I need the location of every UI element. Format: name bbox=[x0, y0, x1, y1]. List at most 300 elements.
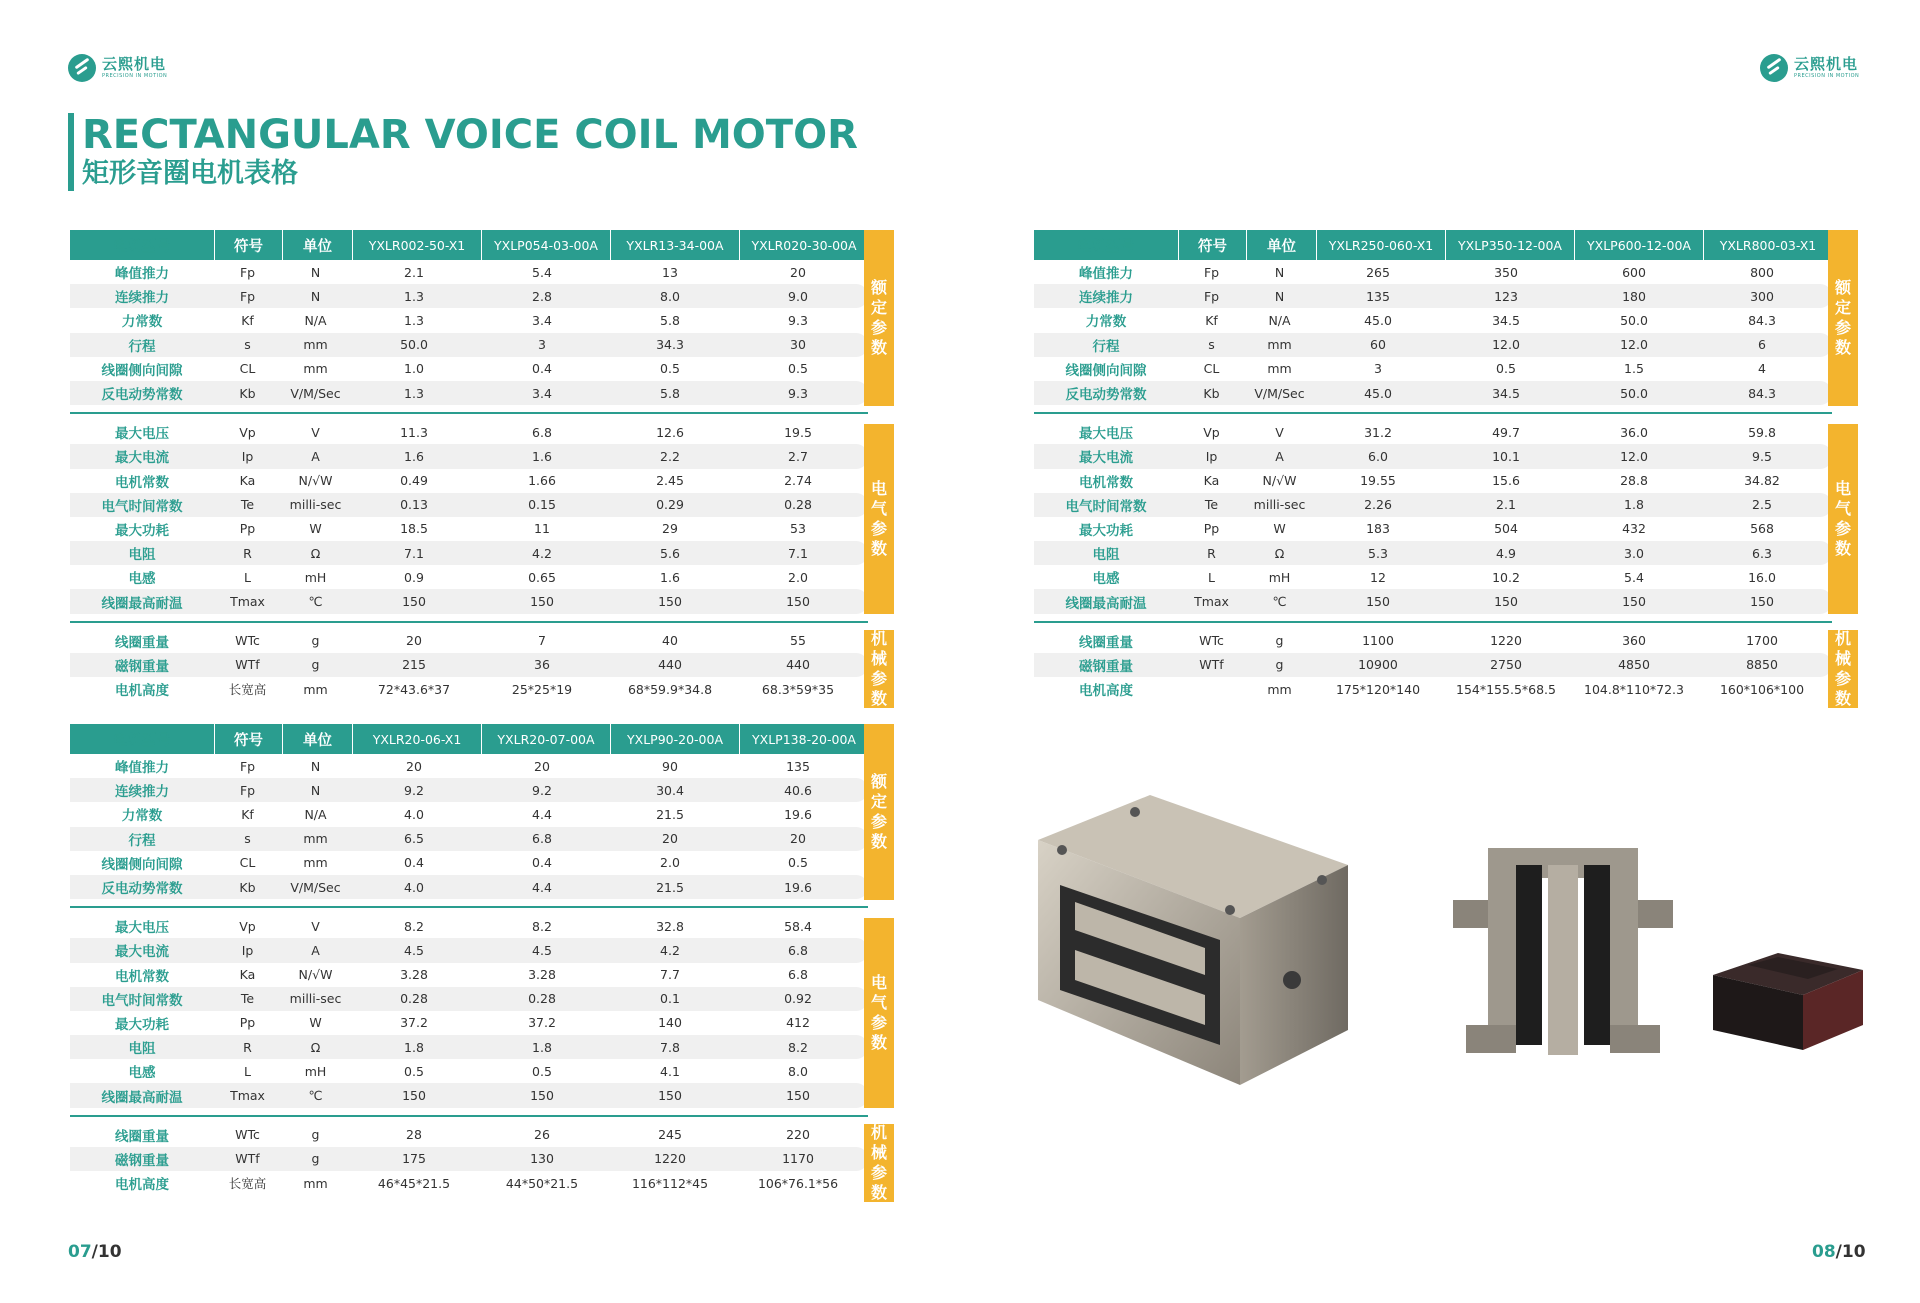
table-row bbox=[1034, 653, 1832, 677]
param-symbol: Fp bbox=[239, 264, 256, 280]
param-symbol: WTc bbox=[235, 1127, 260, 1143]
param-symbol: Ip bbox=[1205, 448, 1218, 464]
param-symbol: 长宽高 bbox=[228, 682, 267, 698]
param-value: 2.0 bbox=[788, 569, 808, 585]
param-value: 175*120*140 bbox=[1335, 681, 1421, 697]
param-unit: N bbox=[310, 758, 321, 774]
param-value: 36.0 bbox=[1620, 424, 1648, 440]
badge-mechanical-parameters bbox=[864, 1124, 894, 1202]
param-value: 2.5 bbox=[1752, 497, 1772, 513]
param-value: 2.45 bbox=[656, 473, 684, 489]
badge-mechanical-parameters bbox=[864, 630, 894, 708]
param-name: 行程 bbox=[128, 338, 156, 355]
param-unit: g bbox=[311, 1151, 320, 1167]
param-unit: N bbox=[310, 782, 321, 798]
param-value: 44*50*21.5 bbox=[505, 1175, 579, 1191]
param-symbol: Tmax bbox=[1194, 594, 1229, 610]
param-value: 440 bbox=[658, 657, 682, 673]
param-value: 12.0 bbox=[1620, 337, 1648, 353]
param-value: 1700 bbox=[1746, 633, 1778, 649]
table-header-row bbox=[1034, 230, 1832, 260]
param-value: 3 bbox=[1374, 361, 1382, 377]
badge-electrical-parameters bbox=[1828, 424, 1858, 614]
voice-coil-motor-assembly-photo bbox=[1030, 790, 1360, 1090]
param-value: 150 bbox=[786, 1088, 810, 1104]
table-header-row bbox=[70, 724, 868, 754]
param-symbol: s bbox=[244, 831, 251, 847]
header-unit: 单位 bbox=[282, 724, 352, 754]
param-value: 0.4 bbox=[404, 855, 424, 871]
param-unit: V/M/Sec bbox=[290, 385, 341, 401]
param-unit: g bbox=[311, 633, 320, 649]
table-row bbox=[1034, 517, 1832, 541]
param-value: 8.2 bbox=[788, 1039, 808, 1055]
param-value: 2.8 bbox=[532, 288, 552, 304]
table-row bbox=[1034, 469, 1832, 493]
param-value: 19.6 bbox=[784, 879, 812, 895]
param-symbol: Pp bbox=[1203, 521, 1220, 537]
param-unit: Ω bbox=[1274, 545, 1285, 561]
param-unit: mH bbox=[304, 1063, 327, 1079]
param-symbol: Fp bbox=[239, 288, 256, 304]
param-value: 34.5 bbox=[1492, 312, 1520, 328]
table-row bbox=[70, 541, 868, 565]
param-unit: N/A bbox=[304, 312, 327, 328]
badge-text: 电 气 参 数 bbox=[870, 479, 887, 558]
param-value: 30 bbox=[790, 337, 806, 353]
param-name: 峰值推力 bbox=[1079, 266, 1133, 283]
param-value: 12 bbox=[1370, 569, 1386, 585]
param-value: 3.4 bbox=[532, 312, 552, 328]
param-unit: mm bbox=[303, 855, 328, 871]
table-row bbox=[70, 517, 868, 541]
param-symbol: Tmax bbox=[230, 594, 265, 610]
table-header-row bbox=[70, 230, 868, 260]
table-row bbox=[70, 629, 868, 653]
param-value: 6.8 bbox=[788, 967, 808, 983]
param-unit: N bbox=[310, 264, 321, 280]
table-row bbox=[70, 420, 868, 444]
title-english: RECTANGULAR VOICE COIL MOTOR bbox=[82, 112, 858, 158]
table-row bbox=[1034, 565, 1832, 589]
param-value: 6 bbox=[1758, 337, 1766, 353]
param-value: 7.1 bbox=[788, 545, 808, 561]
param-value: 0.4 bbox=[532, 855, 552, 871]
param-value: 26 bbox=[534, 1127, 550, 1143]
voice-coil-magnet-photo bbox=[1448, 840, 1678, 1065]
param-value: 7 bbox=[538, 633, 546, 649]
brand-logo-right bbox=[1760, 54, 1859, 82]
param-name: 连续推力 bbox=[115, 784, 169, 801]
table-row bbox=[70, 802, 868, 826]
param-name: 电感 bbox=[128, 571, 156, 588]
param-name: 磁钢重量 bbox=[115, 1152, 169, 1169]
param-value: 34.82 bbox=[1744, 473, 1780, 489]
param-unit: g bbox=[1275, 633, 1284, 649]
param-symbol: Vp bbox=[239, 424, 256, 440]
param-value: 4.4 bbox=[532, 806, 552, 822]
table-row bbox=[70, 754, 868, 778]
param-value: 0.29 bbox=[656, 497, 684, 513]
header-model: 电机型号 bbox=[1077, 238, 1135, 255]
param-value: 6.5 bbox=[404, 831, 424, 847]
param-value: 20 bbox=[790, 264, 806, 280]
param-unit: ℃ bbox=[308, 1088, 323, 1104]
section-divider bbox=[70, 1115, 868, 1117]
brand-tagline: PRECISION IN MOTION bbox=[102, 73, 168, 79]
param-value: 12.0 bbox=[1492, 337, 1520, 353]
param-value: 19.5 bbox=[784, 424, 812, 440]
param-name: 最大电压 bbox=[1079, 426, 1133, 443]
param-value: 116*112*45 bbox=[631, 1175, 709, 1191]
table-row bbox=[1034, 444, 1832, 468]
param-value: 40.6 bbox=[784, 782, 812, 798]
table-row bbox=[70, 284, 868, 308]
param-symbol: Ip bbox=[241, 942, 254, 958]
param-unit: N bbox=[1274, 288, 1285, 304]
table-row bbox=[70, 914, 868, 938]
param-value: 20 bbox=[790, 831, 806, 847]
brand-logo-icon bbox=[68, 54, 96, 82]
param-value: 10.1 bbox=[1492, 448, 1520, 464]
param-symbol: Fp bbox=[239, 782, 256, 798]
param-name: 电气时间常数 bbox=[1065, 498, 1147, 515]
param-name: 电气时间常数 bbox=[101, 992, 183, 1009]
param-name: 峰值推力 bbox=[115, 266, 169, 283]
param-name: 线圈侧向间隙 bbox=[101, 362, 183, 379]
page-current: 08 bbox=[1812, 1242, 1836, 1262]
param-value: 5.8 bbox=[660, 385, 680, 401]
param-name: 线圈重量 bbox=[115, 1128, 169, 1145]
param-name: 行程 bbox=[1092, 338, 1120, 355]
param-unit: mm bbox=[303, 337, 328, 353]
param-symbol: 长宽高 bbox=[228, 1176, 267, 1192]
param-unit: milli-sec bbox=[1253, 497, 1306, 513]
param-value: 1.5 bbox=[1624, 361, 1644, 377]
param-value: 68.3*59*35 bbox=[761, 681, 835, 697]
param-value: 9.0 bbox=[788, 288, 808, 304]
param-value: 220 bbox=[786, 1127, 810, 1143]
param-value: 4 bbox=[1758, 361, 1766, 377]
param-unit: milli-sec bbox=[289, 497, 342, 513]
param-name: 行程 bbox=[128, 832, 156, 849]
header-model-number: YXLR20-07-00A bbox=[481, 724, 610, 754]
param-value: 37.2 bbox=[400, 1015, 428, 1031]
param-value: 30.4 bbox=[656, 782, 684, 798]
page-current: 07 bbox=[68, 1242, 92, 1262]
param-value: 11 bbox=[534, 521, 550, 537]
table-row bbox=[70, 308, 868, 332]
param-value: 3.0 bbox=[1624, 545, 1644, 561]
param-name: 连续推力 bbox=[115, 290, 169, 307]
param-value: 20 bbox=[406, 633, 422, 649]
param-value: 1.66 bbox=[528, 473, 556, 489]
header-unit: 单位 bbox=[282, 230, 352, 260]
param-value: 135 bbox=[1366, 288, 1390, 304]
param-symbol: CL bbox=[1203, 361, 1220, 377]
brand-name-cn: 云熙机电 bbox=[102, 55, 167, 73]
badge-text: 机 械 参 数 bbox=[870, 1123, 887, 1202]
param-value: 4.2 bbox=[660, 942, 680, 958]
param-value: 140 bbox=[658, 1015, 682, 1031]
param-value: 5.4 bbox=[1624, 569, 1644, 585]
param-value: 0.13 bbox=[400, 497, 428, 513]
table-row bbox=[70, 260, 868, 284]
param-value: 20 bbox=[406, 758, 422, 774]
param-symbol: L bbox=[1208, 569, 1215, 585]
param-value: 84.3 bbox=[1748, 312, 1776, 328]
param-unit: ℃ bbox=[308, 594, 323, 610]
param-symbol: Vp bbox=[1203, 424, 1220, 440]
param-name: 力常数 bbox=[121, 808, 163, 825]
param-name: 反电动势常数 bbox=[101, 387, 183, 404]
param-value: 1100 bbox=[1362, 633, 1394, 649]
param-value: 0.92 bbox=[784, 991, 812, 1007]
param-name: 峰值推力 bbox=[115, 760, 169, 777]
param-unit: g bbox=[311, 1127, 320, 1143]
param-value: 8.2 bbox=[532, 918, 552, 934]
param-value: 11.3 bbox=[400, 424, 428, 440]
table-row bbox=[1034, 260, 1832, 284]
param-unit: W bbox=[309, 1015, 322, 1031]
param-symbol: WTf bbox=[1199, 657, 1224, 673]
page-total: /10 bbox=[1835, 1242, 1866, 1262]
param-value: 2.0 bbox=[660, 855, 680, 871]
section-divider bbox=[1034, 621, 1832, 623]
param-value: 0.5 bbox=[1496, 361, 1516, 377]
table-row bbox=[70, 827, 868, 851]
param-value: 150 bbox=[786, 594, 810, 610]
param-unit: mm bbox=[1267, 681, 1292, 697]
param-value: 0.5 bbox=[788, 855, 808, 871]
param-value: 9.2 bbox=[404, 782, 424, 798]
header-model-number: YXLP600-12-00A bbox=[1574, 230, 1703, 260]
param-name: 电感 bbox=[1092, 571, 1120, 588]
param-name: 电机常数 bbox=[115, 968, 169, 985]
param-value: 1.3 bbox=[404, 288, 424, 304]
param-value: 49.7 bbox=[1492, 424, 1520, 440]
param-value: 34.5 bbox=[1492, 385, 1520, 401]
param-value: 7.8 bbox=[660, 1039, 680, 1055]
param-unit: mm bbox=[303, 831, 328, 847]
param-value: 1.6 bbox=[404, 448, 424, 464]
table-row bbox=[70, 444, 868, 468]
param-value: 300 bbox=[1750, 288, 1774, 304]
param-symbol: Kb bbox=[1203, 385, 1220, 401]
param-value: 59.8 bbox=[1748, 424, 1776, 440]
param-value: 6.8 bbox=[532, 831, 552, 847]
param-value: 440 bbox=[786, 657, 810, 673]
param-value: 53 bbox=[790, 521, 806, 537]
param-value: 19.55 bbox=[1360, 473, 1396, 489]
param-value: 150 bbox=[402, 594, 426, 610]
param-value: 6.8 bbox=[532, 424, 552, 440]
param-value: 8.2 bbox=[404, 918, 424, 934]
param-symbol: Kf bbox=[241, 312, 254, 328]
param-name: 电阻 bbox=[1092, 547, 1120, 564]
header-model-number: YXLR800-03-X1 bbox=[1703, 230, 1832, 260]
page-title bbox=[68, 113, 858, 191]
param-value: 175 bbox=[402, 1151, 426, 1167]
badge-text: 机 械 参 数 bbox=[870, 629, 887, 708]
param-symbol: R bbox=[243, 545, 252, 561]
table-row bbox=[70, 653, 868, 677]
header-model: 电机型号 bbox=[113, 732, 171, 749]
param-name: 力常数 bbox=[1085, 314, 1127, 331]
param-value: 34.3 bbox=[656, 337, 684, 353]
param-symbol: Ka bbox=[239, 473, 256, 489]
table-row bbox=[70, 938, 868, 962]
spec-table-1 bbox=[70, 230, 868, 701]
param-value: 4.1 bbox=[660, 1063, 680, 1079]
param-value: 2.7 bbox=[788, 448, 808, 464]
param-value: 0.9 bbox=[404, 569, 424, 585]
page-number-right bbox=[1812, 1242, 1866, 1262]
header-symbol: 符号 bbox=[214, 724, 282, 754]
table-row bbox=[1034, 493, 1832, 517]
param-name: 最大电压 bbox=[115, 920, 169, 937]
param-value: 6.0 bbox=[1368, 448, 1388, 464]
section-divider bbox=[70, 906, 868, 908]
table-row bbox=[1034, 333, 1832, 357]
param-value: 37.2 bbox=[528, 1015, 556, 1031]
param-unit: mH bbox=[304, 569, 327, 585]
param-value: 1.6 bbox=[660, 569, 680, 585]
param-symbol: Pp bbox=[239, 1015, 256, 1031]
table-row bbox=[1034, 629, 1832, 653]
table-row bbox=[70, 1147, 868, 1171]
param-value: 7.1 bbox=[404, 545, 424, 561]
param-value: 0.28 bbox=[528, 991, 556, 1007]
badge-rated-parameters bbox=[864, 230, 894, 406]
table-row bbox=[70, 333, 868, 357]
param-value: 0.5 bbox=[788, 361, 808, 377]
param-unit: N bbox=[310, 288, 321, 304]
param-value: 150 bbox=[1366, 594, 1390, 610]
param-value: 412 bbox=[786, 1015, 810, 1031]
header-model-number: YXLR250-060-X1 bbox=[1316, 230, 1445, 260]
table-row bbox=[70, 1171, 868, 1195]
param-value: 0.1 bbox=[660, 991, 680, 1007]
header-model-number: YXLR20-06-X1 bbox=[352, 724, 481, 754]
table-row bbox=[70, 1011, 868, 1035]
table-row bbox=[70, 851, 868, 875]
param-value: 3 bbox=[538, 337, 546, 353]
param-value: 568 bbox=[1750, 521, 1774, 537]
header-model-number: YXLR13-34-00A bbox=[610, 230, 739, 260]
param-symbol: Ka bbox=[239, 967, 256, 983]
param-value: 2.1 bbox=[404, 264, 424, 280]
header-model-number: YXLP138-20-00A bbox=[739, 724, 868, 754]
badge-text: 机 械 参 数 bbox=[1834, 629, 1851, 708]
param-value: 9.5 bbox=[1752, 448, 1772, 464]
param-symbol: Vp bbox=[239, 918, 256, 934]
table-row bbox=[1034, 541, 1832, 565]
param-symbol: Kf bbox=[1205, 312, 1218, 328]
brand-tagline: PRECISION IN MOTION bbox=[1794, 73, 1860, 79]
table-row bbox=[70, 1035, 868, 1059]
param-value: 1.8 bbox=[532, 1039, 552, 1055]
param-value: 1.3 bbox=[404, 312, 424, 328]
param-symbol: Fp bbox=[1203, 288, 1220, 304]
param-unit: V/M/Sec bbox=[290, 879, 341, 895]
table-row bbox=[1034, 308, 1832, 332]
param-name: 最大电流 bbox=[115, 944, 169, 961]
param-value: 9.2 bbox=[532, 782, 552, 798]
param-value: 183 bbox=[1366, 521, 1390, 537]
param-name: 最大功耗 bbox=[115, 1016, 169, 1033]
param-value: 0.28 bbox=[784, 497, 812, 513]
param-symbol: Fp bbox=[1203, 264, 1220, 280]
param-name: 电机高度 bbox=[115, 1177, 169, 1194]
param-value: 5.6 bbox=[660, 545, 680, 561]
header-model: 电机型号 bbox=[113, 238, 171, 255]
param-unit: N/√W bbox=[298, 473, 333, 489]
param-value: 40 bbox=[662, 633, 678, 649]
param-symbol: WTf bbox=[235, 657, 260, 673]
badge-rated-parameters bbox=[864, 724, 894, 900]
param-value: 2.26 bbox=[1364, 497, 1392, 513]
param-symbol: Kb bbox=[239, 879, 256, 895]
param-symbol: CL bbox=[239, 855, 256, 871]
param-value: 90 bbox=[662, 758, 678, 774]
table-row bbox=[1034, 589, 1832, 613]
param-value: 6.3 bbox=[1752, 545, 1772, 561]
param-unit: mm bbox=[1267, 361, 1292, 377]
header-symbol: 符号 bbox=[1178, 230, 1246, 260]
param-symbol: R bbox=[243, 1039, 252, 1055]
param-value: 21.5 bbox=[656, 806, 684, 822]
section-divider bbox=[70, 412, 868, 414]
param-value: 150 bbox=[402, 1088, 426, 1104]
param-unit: mm bbox=[303, 681, 328, 697]
param-unit: N/√W bbox=[298, 967, 333, 983]
param-value: 1.3 bbox=[404, 385, 424, 401]
param-unit: milli-sec bbox=[289, 991, 342, 1007]
param-value: 29 bbox=[662, 521, 678, 537]
param-name: 电阻 bbox=[128, 1041, 156, 1058]
param-name: 线圈最高耐温 bbox=[1065, 595, 1147, 612]
param-name: 电机常数 bbox=[115, 474, 169, 491]
param-value: 104.8*110*72.3 bbox=[1584, 681, 1684, 697]
param-symbol: Te bbox=[240, 497, 255, 513]
param-unit: mH bbox=[1268, 569, 1291, 585]
param-value: 800 bbox=[1750, 264, 1774, 280]
header-model-number: YXLP054-03-00A bbox=[481, 230, 610, 260]
badge-rated-parameters bbox=[1828, 230, 1858, 406]
table-row bbox=[70, 1059, 868, 1083]
param-value: 1170 bbox=[782, 1151, 814, 1167]
param-value: 150 bbox=[1750, 594, 1774, 610]
param-value: 16.0 bbox=[1748, 569, 1776, 585]
param-name: 连续推力 bbox=[1079, 290, 1133, 307]
param-value: 245 bbox=[658, 1127, 682, 1143]
param-value: 10.2 bbox=[1492, 569, 1520, 585]
spec-table-2 bbox=[70, 724, 868, 1195]
param-value: 4.5 bbox=[532, 942, 552, 958]
badge-text: 额 定 参 数 bbox=[1834, 278, 1851, 357]
param-value: 46*45*21.5 bbox=[377, 1175, 451, 1191]
param-value: 2750 bbox=[1490, 657, 1522, 673]
param-value: 8.0 bbox=[660, 288, 680, 304]
param-value: 0.28 bbox=[400, 991, 428, 1007]
param-value: 130 bbox=[530, 1151, 554, 1167]
table-row bbox=[1034, 284, 1832, 308]
param-unit: N/A bbox=[304, 806, 327, 822]
param-value: 154*155.5*68.5 bbox=[1456, 681, 1556, 697]
header-symbol: 符号 bbox=[214, 230, 282, 260]
param-symbol: Fp bbox=[239, 758, 256, 774]
